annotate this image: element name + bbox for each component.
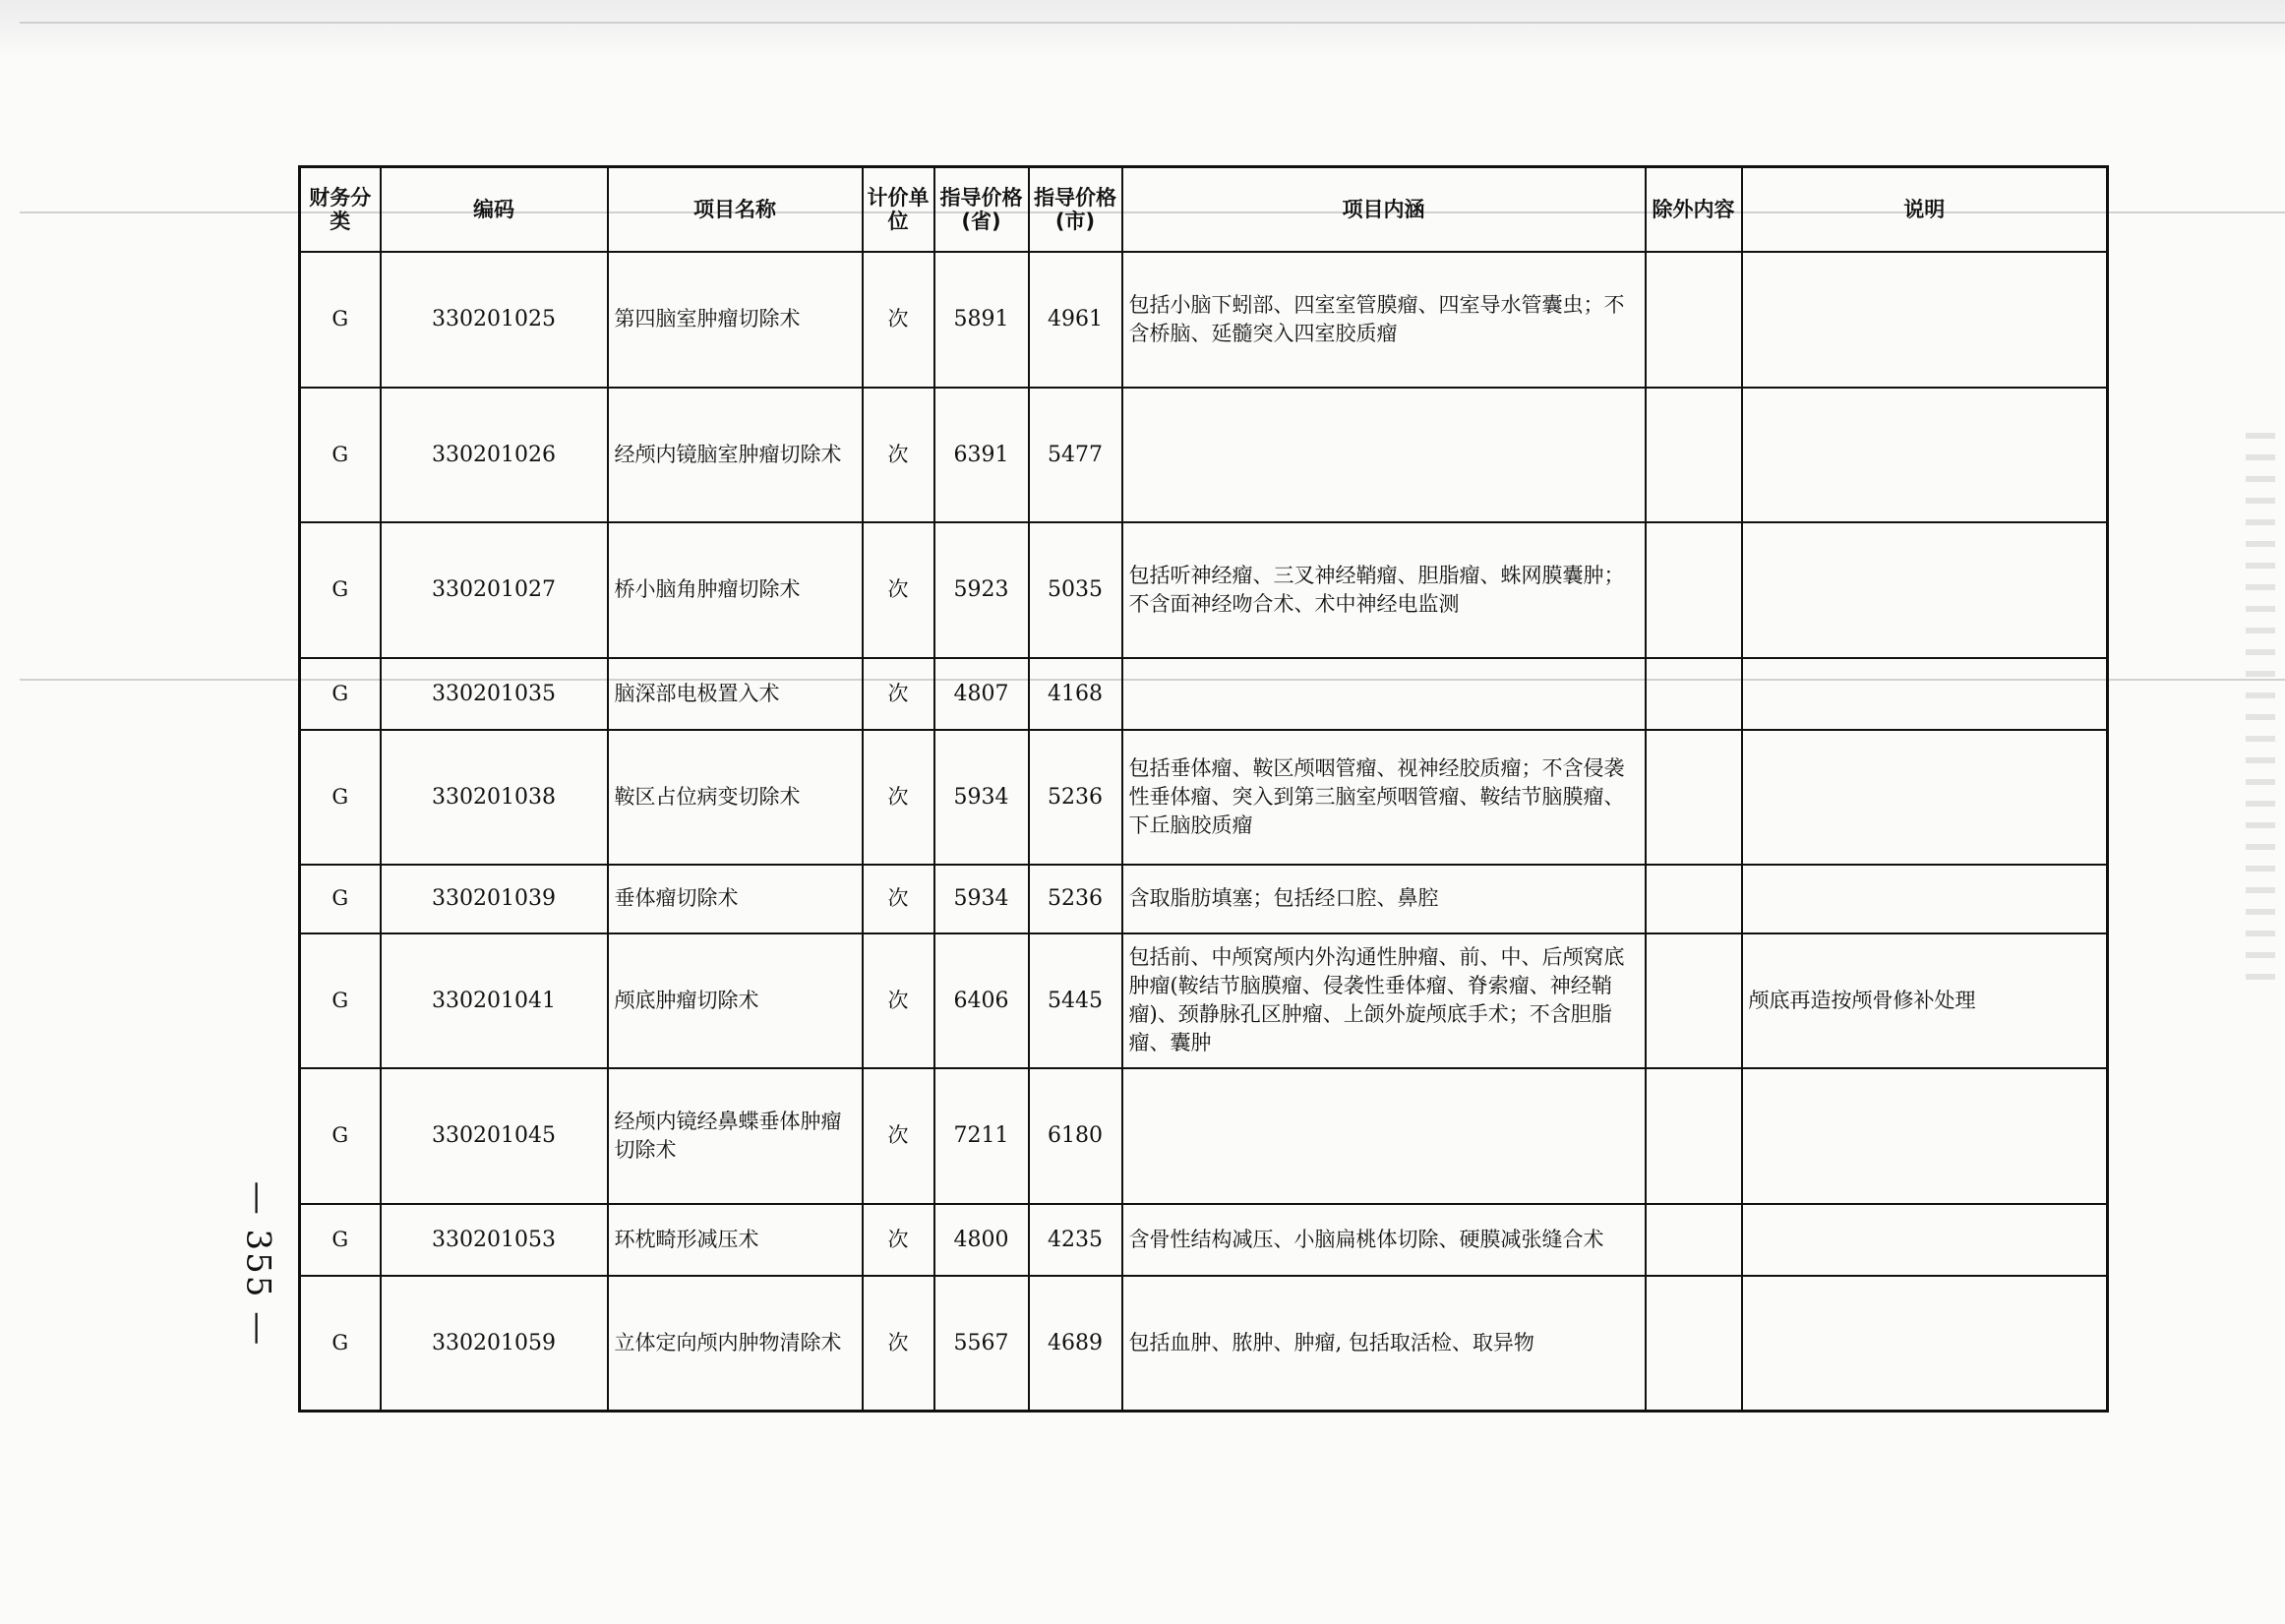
cell-note [1742,1204,2108,1276]
cell-content: 包括血肿、脓肿、肿瘤, 包括取活检、取异物 [1122,1276,1646,1412]
page-number-text: — 355 — [238,1180,278,1348]
cell-note [1742,522,2108,658]
cell-unit: 次 [863,933,934,1069]
cell-price-province: 4800 [934,1204,1029,1276]
cell-price-city: 5445 [1029,933,1122,1069]
cell-content [1122,1068,1646,1204]
header-price-province: 指导价格(省) [934,167,1029,253]
cell-name: 立体定向颅内肿物清除术 [608,1276,863,1412]
price-table [298,165,2109,1413]
table-row [300,865,2108,932]
cell-exclusions [1646,1276,1742,1412]
header-exclusions: 除外内容 [1646,167,1742,253]
cell-price-city: 5035 [1029,522,1122,658]
cell-exclusions [1646,1204,1742,1276]
cell-content: 含取脂肪填塞；包括经口腔、鼻腔 [1122,865,1646,932]
cell-price-province: 6406 [934,933,1029,1069]
cell-note [1742,730,2108,866]
table-row [300,522,2108,658]
page-number [218,1180,297,1348]
table-row [300,1276,2108,1412]
cell-price-province: 7211 [934,1068,1029,1204]
cell-price-city: 5477 [1029,388,1122,523]
cell-price-city: 4961 [1029,252,1122,388]
cell-category: G [300,1068,381,1204]
cell-note: 颅底再造按颅骨修补处理 [1742,933,2108,1069]
table-row [300,933,2108,1069]
scan-artifact-line [20,22,2285,24]
cell-exclusions [1646,388,1742,523]
cell-unit: 次 [863,1068,934,1204]
table-row [300,730,2108,866]
header-category: 财务分类 [300,167,381,253]
cell-price-city: 5236 [1029,865,1122,932]
cell-exclusions [1646,522,1742,658]
cell-code: 330201025 [381,252,608,388]
cell-category: G [300,933,381,1069]
cell-unit: 次 [863,522,934,658]
cell-note [1742,658,2108,730]
cell-note [1742,252,2108,388]
cell-content: 包括前、中颅窝颅内外沟通性肿瘤、前、中、后颅窝底肿瘤(鞍结节脑膜瘤、侵袭性垂体瘤、脊索瘤、神经鞘瘤)、颈静脉孔区肿瘤、上颌外旋颅底手术；不含胆脂瘤、囊肿 [1122,933,1646,1069]
cell-code: 330201038 [381,730,608,866]
cell-name: 经颅内镜脑室肿瘤切除术 [608,388,863,523]
cell-unit: 次 [863,730,934,866]
header-content: 项目内涵 [1122,167,1646,253]
cell-unit: 次 [863,658,934,730]
header-note: 说明 [1742,167,2108,253]
scan-top-shade [0,0,2285,59]
cell-name: 第四脑室肿瘤切除术 [608,252,863,388]
cell-name: 鞍区占位病变切除术 [608,730,863,866]
cell-unit: 次 [863,865,934,932]
cell-category: G [300,388,381,523]
cell-price-city: 4168 [1029,658,1122,730]
cell-price-city: 6180 [1029,1068,1122,1204]
cell-name: 桥小脑角肿瘤切除术 [608,522,863,658]
table-row [300,1204,2108,1276]
cell-note [1742,388,2108,523]
cell-price-province: 5934 [934,730,1029,866]
cell-code: 330201035 [381,658,608,730]
cell-unit: 次 [863,388,934,523]
cell-code: 330201059 [381,1276,608,1412]
header-name: 项目名称 [608,167,863,253]
cell-name: 经颅内镜经鼻蝶垂体肿瘤切除术 [608,1068,863,1204]
cell-category: G [300,730,381,866]
cell-content: 含骨性结构减压、小脑扁桃体切除、硬膜减张缝合术 [1122,1204,1646,1276]
cell-unit: 次 [863,252,934,388]
cell-code: 330201039 [381,865,608,932]
cell-name: 环枕畸形减压术 [608,1204,863,1276]
cell-category: G [300,658,381,730]
cell-category: G [300,252,381,388]
cell-category: G [300,865,381,932]
cell-code: 330201045 [381,1068,608,1204]
cell-price-province: 4807 [934,658,1029,730]
cell-price-province: 5934 [934,865,1029,932]
cell-exclusions [1646,730,1742,866]
header-unit: 计价单位 [863,167,934,253]
cell-price-city: 4689 [1029,1276,1122,1412]
cell-content [1122,658,1646,730]
cell-content [1122,388,1646,523]
cell-price-city: 5236 [1029,730,1122,866]
cell-category: G [300,522,381,658]
cell-note [1742,1276,2108,1412]
cell-note [1742,1068,2108,1204]
cell-content: 包括垂体瘤、鞍区颅咽管瘤、视神经胶质瘤；不含侵袭性垂体瘤、突入到第三脑室颅咽管瘤、鞍结节脑膜瘤、下丘脑胶质瘤 [1122,730,1646,866]
cell-exclusions [1646,252,1742,388]
header-code: 编码 [381,167,608,253]
cell-price-province: 5891 [934,252,1029,388]
table-row [300,1068,2108,1204]
cell-name: 颅底肿瘤切除术 [608,933,863,1069]
cell-code: 330201026 [381,388,608,523]
cell-content: 包括听神经瘤、三叉神经鞘瘤、胆脂瘤、蛛网膜囊肿；不含面神经吻合术、术中神经电监测 [1122,522,1646,658]
cell-exclusions [1646,1068,1742,1204]
cell-exclusions [1646,658,1742,730]
cell-content: 包括小脑下蚓部、四室室管膜瘤、四室导水管囊虫；不含桥脑、延髓突入四室胶质瘤 [1122,252,1646,388]
cell-name: 垂体瘤切除术 [608,865,863,932]
header-price-city: 指导价格(市) [1029,167,1122,253]
cell-category: G [300,1204,381,1276]
cell-price-city: 4235 [1029,1204,1122,1276]
scan-edge-smudge [2246,433,2275,984]
cell-price-province: 5567 [934,1276,1029,1412]
table-header-row [300,167,2108,253]
cell-code: 330201053 [381,1204,608,1276]
cell-price-province: 5923 [934,522,1029,658]
cell-unit: 次 [863,1204,934,1276]
table-row [300,252,2108,388]
table-row [300,388,2108,523]
table-row [300,658,2108,730]
cell-unit: 次 [863,1276,934,1412]
cell-name: 脑深部电极置入术 [608,658,863,730]
cell-code: 330201027 [381,522,608,658]
cell-price-province: 6391 [934,388,1029,523]
cell-exclusions [1646,933,1742,1069]
cell-note [1742,865,2108,932]
cell-code: 330201041 [381,933,608,1069]
cell-category: G [300,1276,381,1412]
cell-exclusions [1646,865,1742,932]
